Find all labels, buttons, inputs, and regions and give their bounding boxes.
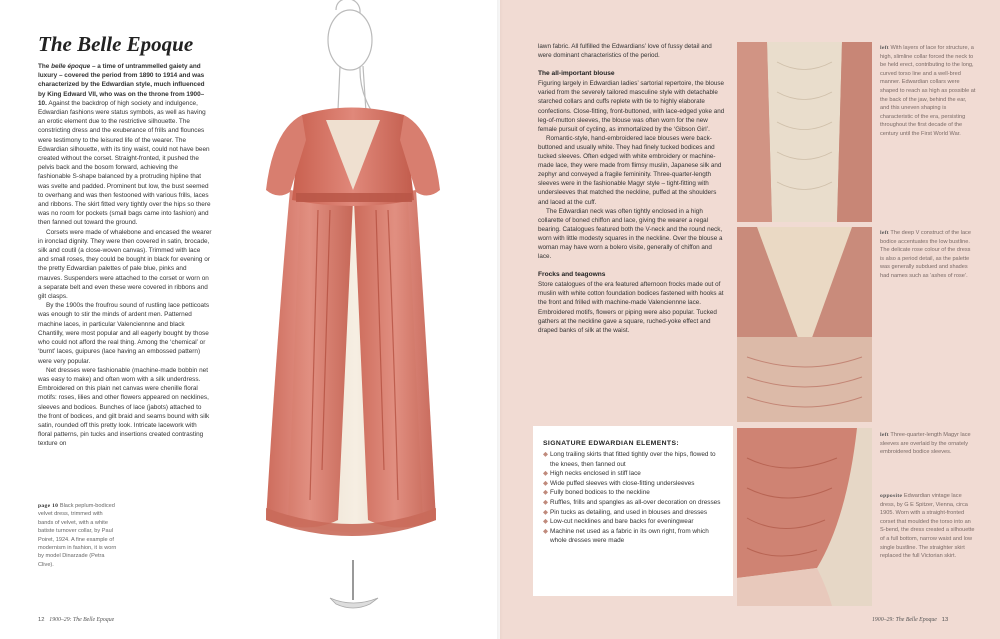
caption-collar: left With layers of lace for structure, a high, slimline collar forced the neck to be held erect, contributing to the long, curved torso line and a well-bred manner. Edwardian collars were shaped to reach as high as possible at the back of the jaw, behind the ear, and this uneven shaping is characteristic of the era, persisting throughout the first decade of the century until the First World War. — [880, 45, 976, 137]
signature-heading: SIGNATURE EDWARDIAN ELEMENTS: — [543, 440, 680, 447]
caption-sleeves: left Three-quarter-length Magyr lace sleeves are overlaid by the ornately embroidered bodice sleeves. — [880, 432, 971, 456]
list-item: ◆ Machine net used as a fabric in its own right, from which whole dresses were made — [543, 527, 709, 545]
bullet-icon: ◆ — [543, 470, 548, 478]
paragraph-blouse-1: Figuring largely in Edwardian ladies’ sartorial repertoire, the blouse varied from the severely tailored masculine style with detachable starched collars and cuffs replete with tie to highly elaborate confections. Close-fitting, front-buttoned, with lace-edged yoke and leg-of-mutton sleeves, the blouse was often worn for the new female pursuit of cycling, as immortalized by the ‘Gibson Girl’. — [538, 80, 725, 133]
bullet-icon: ◆ — [543, 489, 548, 497]
paragraph-blouse-2: Romantic-style, hand-embroidered lace blouses were back-buttoned and usually white. They had finely tucked bodices and tucked sleeves. Often edged with white embroidery or machine-made lace, they were made from flimsy muslin, Japanese silk and zephyr and conveyed a fragile femininity. Three-quarter-length sleeves were in the fashionable Magyr style – tight-fitting with undersleeves that matched the neckline, puffed at the shoulders and laced at the cuff. — [538, 134, 722, 206]
paragraph-lace: By the 1900s the froufrou sound of rustling lace petticoats was enough to stir the minds of ardent men. Patterned machine laces, in particular Valenciennne and black Chantilly, were most popular and all eagerly bought by those who could not afford the real thing. Among the ‘chemical’ or ‘burnt’ laces, guipures (lace having an embossed pattern) were very popular. — [38, 302, 210, 365]
bullet-icon: ◆ — [543, 451, 548, 458]
dress-on-mannequin-image — [218, 0, 498, 639]
paragraph-net-dresses: Net dresses were fashionable (machine-made bobbin net was easy to make) and often worn with a silk underdress. Embroidered on this plain net canvas were chenille floral motifs: roses, lilies and other flowers appeared on necklines, sleeves and bodices. Bunches of lace (jabots) attached to the front of bodices, and gilt braid and seams bound with silk satin, rounded off this pretty look. Intricate lacework with floral patterns, pin tucks and insertions created contrasting texture on — [38, 366, 210, 448]
caption-opposite: opposite Edwardian vintage lace dress, by G E Spitzer, Vienna, circa 1905. Worn with a straight-fronted corset that moulded the torso into an S-bend, the dress created a silhouette of a full bottom, narrow waist and low single bustline. The straighter skirt replaced the full Victorian skirt. — [880, 493, 975, 560]
signature-list — [543, 450, 723, 546]
list-item: ◆ Long trailing skirts that fitted tightly over the hips, flowed to the knees, then fanned out — [543, 451, 716, 468]
lead-text: The belle époque – a time of untrammelled gaiety and luxury – covered the period from 1890 to 1914 and was characterized by the Edwardian style, much influenced by King Edward VII, who was on the throne from 1900–10. — [38, 63, 205, 107]
paragraph-corsets: Corsets were made of whalebone and encased the wearer in ironclad dignity. They were then covered in satin, brocade, silk and coutil (a close-woven canvas). Trimmed with lace and small roses, they could be bought in black for evening or the pretty Edwardian palettes of pale blue, pinks and mauves. Suspenders were attached to the corset or worn on a separate belt and even these were covered in ribbons and gilt clasps. — [38, 228, 212, 301]
list-item: ◆ Ruffles, frills and spangles as all-over decoration on dresses — [543, 498, 721, 506]
collar-lace-image — [737, 42, 872, 222]
gutter-shadow — [497, 0, 503, 639]
page-title: The Belle Epoque — [38, 32, 194, 56]
sleeve-lace-image — [737, 428, 872, 606]
left-caption: page 10 Black peplum-bodiced velvet dress, trimmed with bands of velvet, with a white batiste turnover collar, by Paul Poiret, 1924. A fine example of modernism in fashion, it is worn by model Dinarzade (Petra Clive). — [38, 503, 117, 568]
bodice-lace-image — [737, 227, 872, 422]
bullet-icon: ◆ — [543, 527, 548, 535]
heading-blouse: The all-important blouse — [538, 70, 615, 78]
list-item: ◆ Low-cut necklines and bare backs for eveningwear — [543, 518, 694, 526]
list-item: ◆ Pin tucks as detailing, and used in blouses and dresses — [543, 508, 708, 516]
paragraph-blouse-3: The Edwardian neck was often tightly enclosed in a high collarette of boned chiffon and lace, giving the wearer a regal bearing. Catalogues featured both the V-neck and the round neck, worn with little modesty squares in the neckline. Over the blouse a woman may have worn a bolero visite, generally of chiffon and lace. — [538, 207, 723, 261]
left-body-text — [38, 62, 212, 449]
bullet-icon: ◆ — [543, 498, 548, 506]
caption-bodice: left The deep V construct of the lace bodice accentuates the low bustline. The delicate rose colour of the dress is also a period detail, as the palette was generally subdued and shades had names such as ‘ashes of rose’. — [880, 230, 971, 279]
v-neck-bodice-photo — [737, 227, 872, 422]
bullet-icon: ◆ — [543, 479, 548, 487]
list-item: ◆ High necks enclosed in stiff lace — [543, 470, 641, 478]
intro-paragraph: The belle époque – a time of untrammelled gaiety and luxury – covered the period from 1890 to 1914 and was characterized by the Edwardian style, much influenced by King Edward VII, who was on the throne from 1900–10. Against the backdrop of high society and indulgence, Edwardian fashions were status symbols, as well as having an erotic element due to the restrictive silhouette. The constricting dress and the exuberance of frills and flounces were testimony to the leisured life of the wearer. The Edwardian silhouette, with its tiny waist, could not have been created without the corset. Straight-fronted, it pushed the pelvis back and the bosom forward, achieving the fashionable S-shape balanced by a protruding hipline that was svelte and padded. Prominent but low, the bust seemed to overhang and was then festooned with various frills, laces and ribbons. The skirt fitted very tightly over the hips so there was no room for pockets (small bags came into fashion) and then fanned out toward the ground. — [38, 63, 211, 227]
heading-frocks: Frocks and teagowns — [538, 271, 606, 279]
paragraph-continuation: lawn fabric. All fulfilled the Edwardians’ love of fussy detail and were dominant characteristics of the period. — [538, 43, 712, 60]
collar-detail-photo — [737, 42, 872, 222]
list-item: ◆ Fully boned bodices to the neckline — [543, 489, 650, 497]
bullet-icon: ◆ — [543, 518, 548, 526]
left-folio: 12 1900–29: The Belle Epoque — [38, 617, 115, 623]
right-body-text — [538, 42, 726, 335]
sleeve-detail-photo — [737, 428, 872, 606]
list-item: ◆ Wide puffed sleeves with close-fitting undersleeves — [543, 479, 695, 487]
paragraph-frocks: Store catalogues of the era featured afternoon frocks made out of muslin with white cotton foundation bodices fastened with hooks at the front and frilled with machine-made Valenciennne lace. Embroidered motifs, flowers or piping were also popular. Tucked gathers at the neckline gave a square, ruched-yoke effect and draped banks of silk at the waist. — [538, 281, 724, 334]
right-folio: 1900–29: The Belle Epoque 13 — [872, 617, 949, 623]
signature-elements-box — [533, 426, 733, 596]
bullet-icon: ◆ — [543, 508, 548, 516]
